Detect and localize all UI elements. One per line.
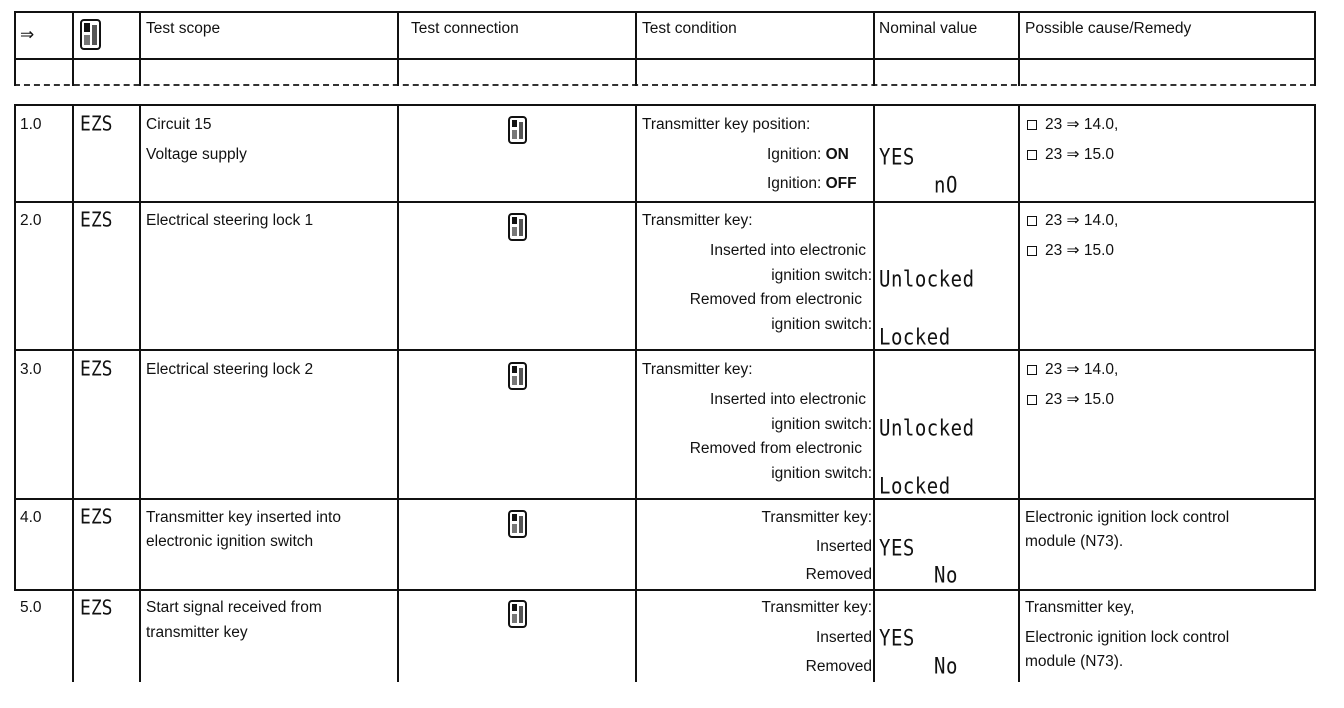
test-condition-title: Transmitter key: xyxy=(761,509,872,526)
remedy-text-1: Transmitter key, xyxy=(1025,599,1135,616)
remedy-text-2: module (N73). xyxy=(1025,533,1124,550)
tester-connection-icon xyxy=(507,115,529,145)
nominal-value-b: Locked xyxy=(879,325,951,351)
unit-code: EZS xyxy=(80,208,113,233)
test-condition-b: Removed xyxy=(805,658,872,675)
remedy-text-1: Electronic ignition lock control xyxy=(1025,509,1230,526)
test-condition-a-line2: ignition switch: xyxy=(771,267,872,284)
header-test-connection: Test connection xyxy=(411,20,519,37)
header-arrow: ⇒ xyxy=(20,25,35,44)
test-condition-b: Ignition: OFF xyxy=(767,175,857,192)
nominal-value-a: Unlocked xyxy=(879,267,975,293)
tester-connection-icon xyxy=(507,509,529,539)
tester-connection-icon xyxy=(507,361,529,391)
test-condition-a: Ignition: ON xyxy=(767,146,849,163)
test-condition-b: Removed xyxy=(805,566,872,583)
nominal-value-b: nO xyxy=(934,173,958,199)
tester-connection-icon xyxy=(507,599,529,629)
checkbox-icon xyxy=(1027,365,1037,375)
test-condition-a: Inserted xyxy=(815,538,872,555)
test-condition-b-line2: ignition switch: xyxy=(771,465,872,482)
tester-connection-icon xyxy=(507,212,529,242)
test-scope: Transmitter key inserted into xyxy=(146,509,341,526)
remedy-text-3: module (N73). xyxy=(1025,653,1124,670)
test-condition-title: Transmitter key: xyxy=(642,361,753,378)
unit-code: EZS xyxy=(80,112,113,137)
test-condition-title: Transmitter key position: xyxy=(642,116,811,133)
test-condition-a: Inserted xyxy=(815,629,872,646)
nominal-value-a: YES xyxy=(879,536,915,562)
checkbox-icon xyxy=(1027,150,1037,160)
row-number: 3.0 xyxy=(20,361,42,378)
test-condition-b-line2: ignition switch: xyxy=(771,316,872,333)
nominal-value-a: YES xyxy=(879,626,915,652)
remedy-ref-1: 23 ⇒ 14.0, xyxy=(1027,116,1118,134)
checkbox-icon xyxy=(1027,120,1037,130)
test-scope: Start signal received from xyxy=(146,599,322,616)
checkbox-icon xyxy=(1027,216,1037,226)
test-condition-b: Removed from electronic xyxy=(689,291,862,308)
test-condition-title: Transmitter key: xyxy=(761,599,872,616)
unit-code: EZS xyxy=(80,596,113,621)
row-number: 5.0 xyxy=(20,599,42,616)
test-scope: Electrical steering lock 1 xyxy=(146,212,314,229)
header-test-condition: Test condition xyxy=(642,20,737,37)
test-condition-a: Inserted into electronic xyxy=(710,391,866,408)
remedy-text-2: Electronic ignition lock control xyxy=(1025,629,1230,646)
header-test-scope: Test scope xyxy=(146,20,221,37)
unit-code: EZS xyxy=(80,505,113,530)
test-scope: Electrical steering lock 2 xyxy=(146,361,314,378)
test-condition-title: Transmitter key: xyxy=(642,212,753,229)
test-condition-a-line2: ignition switch: xyxy=(771,416,872,433)
test-condition-b: Removed from electronic xyxy=(689,440,862,457)
nominal-value-b: No xyxy=(934,563,958,589)
row-number: 2.0 xyxy=(20,212,42,229)
test-scope: Circuit 15 xyxy=(146,116,212,133)
checkbox-icon xyxy=(1027,246,1037,256)
unit-code: EZS xyxy=(80,357,113,382)
header-possible-cause: Possible cause/Remedy xyxy=(1025,20,1192,37)
remedy-ref-2: 23 ⇒ 15.0 xyxy=(1027,146,1114,164)
remedy-ref-1: 23 ⇒ 14.0, xyxy=(1027,212,1118,230)
test-scope-line2: transmitter key xyxy=(146,624,248,641)
remedy-ref-2: 23 ⇒ 15.0 xyxy=(1027,391,1114,409)
test-scope-line2: Voltage supply xyxy=(146,146,247,163)
tester-icon xyxy=(78,18,104,52)
nominal-value-b: Locked xyxy=(879,474,951,500)
test-scope-line2: electronic ignition switch xyxy=(146,533,314,550)
test-condition-a: Inserted into electronic xyxy=(710,242,866,259)
header-nominal-value: Nominal value xyxy=(879,20,978,37)
row-number: 4.0 xyxy=(20,509,42,526)
remedy-ref-1: 23 ⇒ 14.0, xyxy=(1027,361,1118,379)
row-number: 1.0 xyxy=(20,116,42,133)
nominal-value-b: No xyxy=(934,654,958,680)
nominal-value-a: YES xyxy=(879,145,915,171)
remedy-ref-2: 23 ⇒ 15.0 xyxy=(1027,242,1114,260)
checkbox-icon xyxy=(1027,395,1037,405)
nominal-value-a: Unlocked xyxy=(879,416,975,442)
